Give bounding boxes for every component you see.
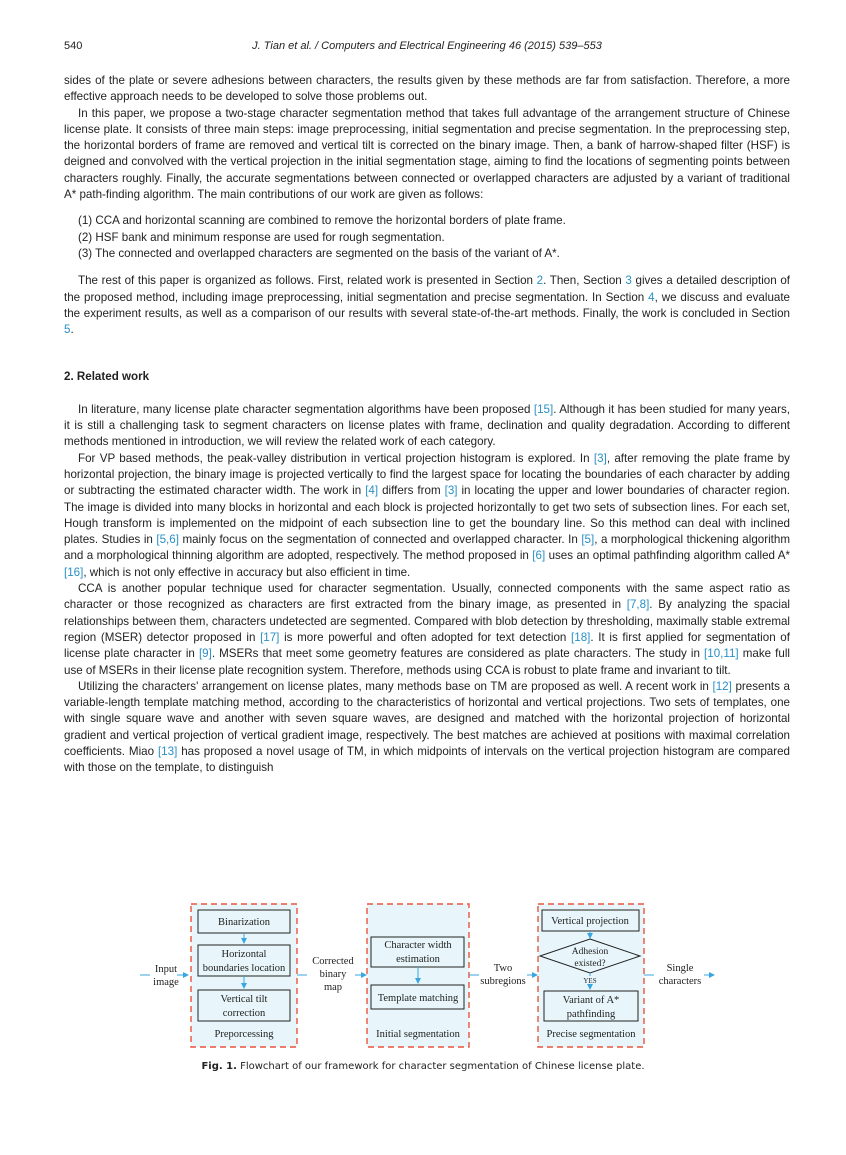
- text: .: [70, 323, 74, 337]
- text: has proposed a novel usage of TM, in which midpoints of intervals on the vertical projection histogram are compared with those on the template, to distinguish: [64, 744, 790, 775]
- stage-initial-segmentation: [367, 904, 469, 1047]
- box-label: Binarization: [218, 917, 270, 928]
- citation-link[interactable]: [4]: [365, 484, 379, 498]
- text: mainly focus on the segmentation of connected and overlapped character. In: [178, 533, 582, 547]
- contribution-item: (2) HSF bank and minimum response are used for rough segmentation.: [78, 230, 445, 244]
- citation-link[interactable]: [13]: [157, 744, 178, 758]
- text: is more powerful and often adopted for text detection: [279, 630, 572, 644]
- citation-link[interactable]: [15]: [533, 402, 554, 416]
- decision-label: existed?: [574, 959, 606, 969]
- stage-label: Precise segmentation: [546, 1029, 636, 1040]
- text: make full use of MSERs in their license plate recognition system. Therefore, methods using CCA is robust to plate frame and invariant to tilt.: [64, 647, 790, 677]
- box-label: Variant of A*: [562, 995, 620, 1006]
- citation-link[interactable]: [5]: [581, 533, 595, 547]
- figure-flowchart: [130, 900, 750, 1050]
- contributions-list: [64, 213, 790, 262]
- input-label-2: image: [153, 977, 179, 988]
- text: . It is first applied for segmentation of license plate character in: [64, 630, 790, 661]
- stage-label: Preporcessing: [214, 1029, 274, 1040]
- citation-link[interactable]: [3]: [444, 484, 458, 498]
- input-label-1: Input: [154, 964, 178, 975]
- box-label: Horizontal: [221, 949, 267, 960]
- caption-text: Flowchart of our framework for character segmentation of Chinese license plate.: [240, 1061, 645, 1072]
- connector-label: map: [323, 982, 343, 993]
- citation-link[interactable]: [5,6]: [156, 533, 179, 547]
- text: gives a detailed description of the proposed method, including image preprocessing, initial segmentation and precise segmentation. In Section: [64, 274, 790, 304]
- related-work-paragraph: [64, 451, 790, 581]
- citation-link[interactable]: [3]: [593, 451, 607, 465]
- related-work-paragraph: [64, 402, 790, 451]
- text: . By analyzing the spacial relationships between them, characters undetected are segmented. Compared with blob detection by thresholding, maximally stable extremal region (MSER) detector proposed in: [64, 598, 790, 644]
- citation-link[interactable]: [18]: [571, 630, 591, 644]
- citation-link[interactable]: [12]: [712, 679, 732, 693]
- text: , a morphological thickening algorithm and a morphological thinning algorithm are adopted, respectively. The method proposed in: [64, 533, 790, 563]
- box-label: Character width: [384, 940, 452, 951]
- related-work-paragraph: [64, 581, 790, 679]
- contribution-item: (1) CCA and horizontal scanning are combined to remove the horizontal borders of plate frame.: [78, 214, 566, 228]
- intro-paragraph-proposal: In this paper, we propose a two-stage character segmentation method that takes full advantage of the arrangement structure of Chinese license plate. It consists of three main steps: image preprocessing, initial segmentation and precise segmentation. In the preprocessing step, the horizontal borders of frame are removed and vertical tilt is corrected on the binary image. Then, a bank of harrow-shaped filter (HSF) is deigned and convolved with the vertical projection in the initial segmentation stage, aiming to find the locations of segmenting points between characters roughly. Finally, the accurate segmentations between connected or overlapped characters are adjusted by a variant of traditional A* path-finding algorithm. The main contributions of our work are given as follows:: [64, 106, 790, 202]
- section-heading: 2. Related work: [64, 370, 150, 384]
- text: For VP based methods, the peak-valley distribution in vertical projection histogram is explored. In: [78, 451, 594, 465]
- text: differs from: [378, 484, 445, 498]
- text: In literature, many license plate character segmentation algorithms have been proposed: [78, 402, 534, 416]
- section-link[interactable]: 5: [64, 323, 71, 337]
- text: , we discuss and evaluate the experiment results, as well as a comparison of our results with several state-of-the-art methods. Finally, the work is concluded in Section: [64, 290, 791, 320]
- citation-link[interactable]: [10,11]: [704, 647, 739, 661]
- running-head: J. Tian et al. / Computers and Electrical Engineering 46 (2015) 539–553: [252, 40, 602, 52]
- text: , after removing the plate frame by horizontal projection, the binary image is projected vertically to find the largest space for locating the boundaries of each character by adding or subtracting the estimated character width. The work in: [64, 451, 790, 498]
- box-label: estimation: [396, 954, 440, 965]
- citation-link[interactable]: [16]: [64, 565, 84, 579]
- output-label: characters: [658, 976, 702, 987]
- text: , which is not only effective in accuracy but also efficient in time.: [83, 565, 411, 579]
- section-link[interactable]: 2: [536, 274, 544, 288]
- connector-corrected-binary-map: [297, 956, 366, 993]
- connector-label: binary: [319, 969, 347, 980]
- decision-label: Adhesion: [571, 947, 609, 957]
- stage-label: Initial segmentation: [376, 1029, 460, 1040]
- yes-label: YES: [583, 977, 597, 985]
- citation-link[interactable]: [6]: [532, 549, 546, 563]
- connector-label: Corrected: [312, 956, 354, 967]
- figure-label: Fig. 1.: [201, 1061, 237, 1072]
- organization-paragraph: [64, 273, 790, 338]
- output-connector: [644, 963, 714, 987]
- text: . Then, Section: [543, 274, 626, 288]
- text: CCA is another popular technique used for character segmentation. Usually, connected components with the same aspect ratio as character or those recognized as characters are first extracted from the binary image, as presented in: [64, 582, 790, 612]
- section-link[interactable]: 3: [625, 274, 632, 288]
- text: . Although it has been studied for many years, it is still a challenging task to segment characters on license plates with frame, declination and quality degradation. According to different methods mentioned in introduction, we will review the related work of each category.: [64, 402, 790, 449]
- box-label: Vertical projection: [551, 916, 629, 927]
- box-label: Template matching: [377, 993, 459, 1004]
- text: Utilizing the characters' arrangement on license plates, many methods base on TM are proposed as well. A recent work in: [78, 679, 713, 693]
- text: uses an optimal pathfinding algorithm called A*: [545, 549, 791, 563]
- connector-two-subregions: [469, 963, 537, 987]
- page-number: 540: [64, 40, 83, 52]
- contribution-item: (3) The connected and overlapped characters are segmented on the basis of the variant of A*.: [78, 246, 560, 260]
- body-text: [64, 73, 790, 777]
- stage-precise-segmentation: [538, 904, 644, 1047]
- intro-paragraph-continued: sides of the plate or severe adhesions between characters, the results given by these methods are far from satisfaction. Therefore, a more effective approach needs to be developed to solve those problems out.: [64, 74, 790, 104]
- connector-label: subregions: [480, 976, 526, 987]
- box-label: boundaries location: [202, 963, 286, 974]
- stage-preprocessing: [191, 904, 297, 1047]
- box-label: pathfinding: [566, 1009, 616, 1020]
- box-label: Vertical tilt: [220, 994, 268, 1005]
- connector-label: Two: [493, 963, 513, 974]
- related-work-paragraph: [64, 679, 790, 777]
- citation-link[interactable]: [17]: [260, 630, 280, 644]
- text: in locating the upper and lower boundaries of character region. The image is divided into many blocks in horizontal and each block is projected horizontally to get two sets of subsection lines. For each set, Hough transform is implemented on the midpoint of each subsection line to get the boundary line. So this method can deal with inclined plates. Studies in: [64, 484, 790, 547]
- figure-caption: [0, 1061, 846, 1072]
- citation-link[interactable]: [9]: [198, 647, 212, 661]
- citation-link[interactable]: [7,8]: [626, 598, 650, 612]
- text: presents a variable-length template matching method, according to the characteristics of horizontal and vertical projections. Two sets of templates, one with single square wave and another with seven square waves, are designed and matched with the horizontal projection of horizontal gradient and vertical projection of vertical gradient image, respectively. The best matches are achieved at positions with maximal correlation coefficients. Miao: [64, 679, 791, 758]
- text: The rest of this paper is organized as follows. First, related work is presented in Section: [78, 274, 537, 288]
- section-link[interactable]: 4: [648, 290, 655, 304]
- output-label: Single: [666, 963, 694, 974]
- input-connector: [140, 964, 188, 988]
- page-header: [64, 40, 790, 56]
- text: . MSERs that meet some geometry features are considered as plate characters. The study in: [211, 647, 705, 661]
- box-label: correction: [222, 1008, 266, 1019]
